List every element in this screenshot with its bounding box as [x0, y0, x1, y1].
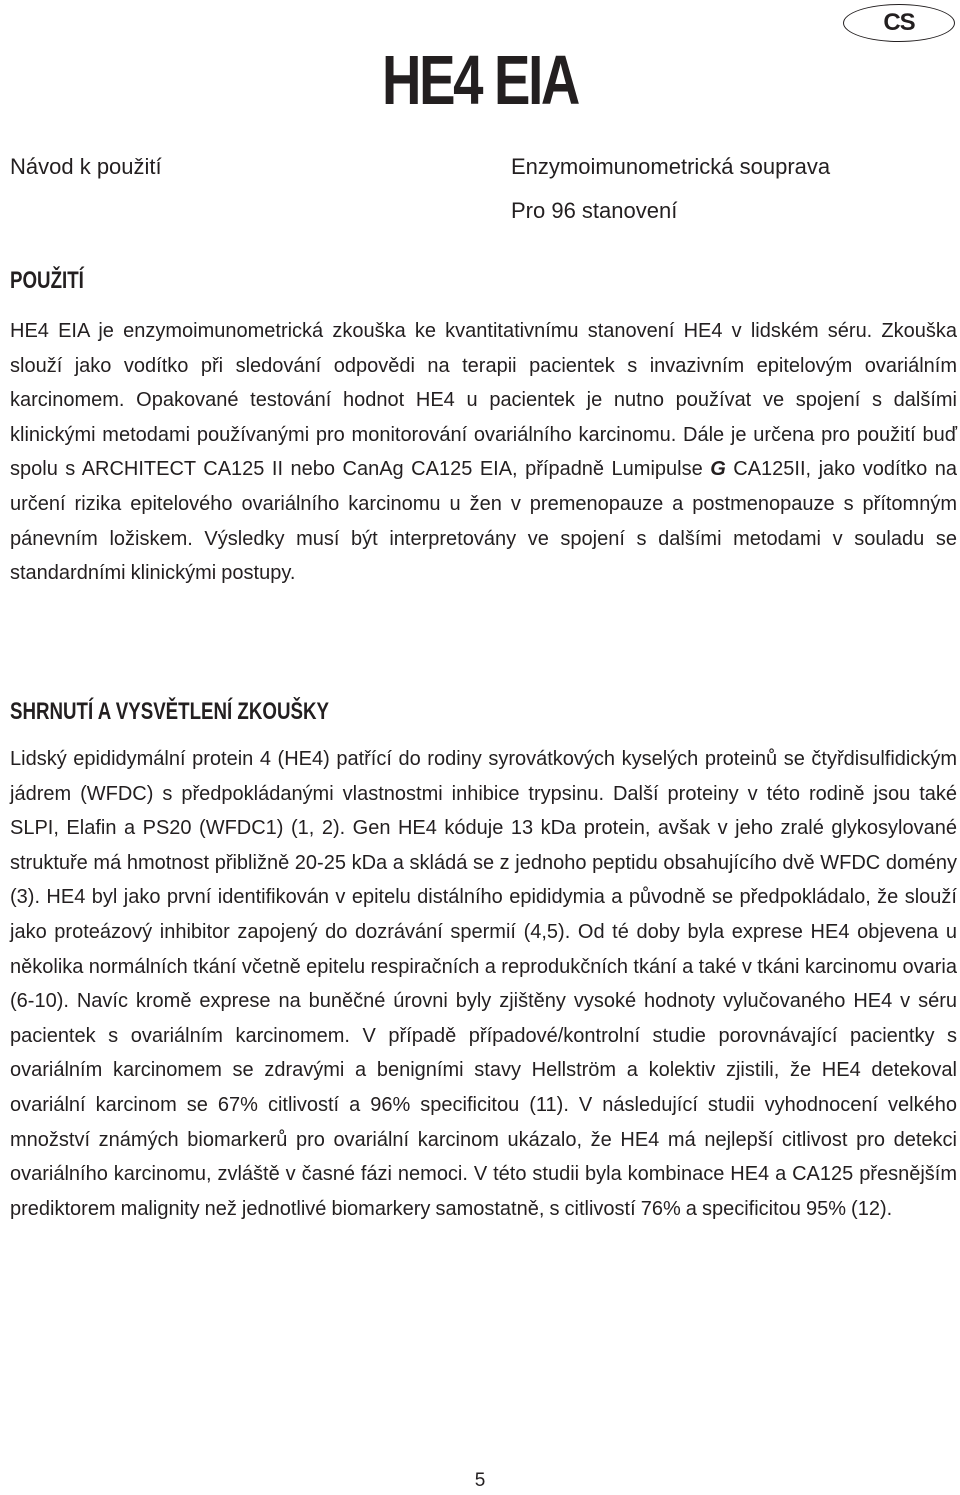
section-paragraph-summary: Lidský epididymální protein 4 (HE4) patřící do rodiny syrovátkových kyselých proteinů se čtyřdisulfidickým jádrem (WFDC) s předpokládanými vlastnostmi inhibice trypsinu. Další proteiny v této rodině jsou také SLPI, Elafin a PS20 (WFDC1) (1, 2). Gen HE4 kóduje 13 kDa protein, avšak v jeho zralé glykosylované struktuře má hmotnost přibližně 20-25 kDa a skládá se z jednoho peptidu obsahujícího dvě WFDC domény (3). HE4 byl jako první identifikován v epitelu distálního epididymia a původně se předpokládalo, že slouží jako proteázový inhibitor zapojený do dozrávání spermií (4,5). Od té doby byla exprese HE4 objevena u několika normálních tkání včetně epitelu respiračních a reprodukčních tkání a také v tkáni karcinomu ovaria (6-10). Navíc kromě exprese na buněčné úrovni byly zjištěny vysoké hodnoty vylučovaného HE4 v séru pacientek s ovariálním karcinomem. V případě případové/kontrolní studie porovnávající pacientky s ovariálním karcinomem se zdravými a benigními stavy Hellström a kolektiv zjistili, že HE4 detekoval ovariální karcinom se 67% citlivostí a 96% specificitou (11). V následující studii vyhodnocení velkého množství známých biomarkerů pro ovariální karcinom ukázalo, že HE4 má nejlepší citlivost pro detekci ovariálního karcinomu, zvláště v časné fázi nemoci. V této studii byla kombinace HE4 a CA125 přesnějším prediktorem malignity než jednotlivé biomarkery samostatně, s citlivostí 76% a specificitou 95% (12). — [10, 748, 957, 1220]
kit-type-label: Enzymoimunometrická souprava — [511, 154, 831, 179]
paragraph-part: HE4 EIA je enzymoimunometrická zkouška ke kvantitativnímu stanovení HE4 v lidském séru. Zkouška slouží jako vodítko při sledování odpovědi na terapii pacientek s invazivním epitelovým ovariálním karcinomem. Opakované testování hodnot HE4 u pacientek je nutno používat ve spojení s dalšími klinickými metodami používanými pro monitorování ovariálního karcinomu. Dále je určena pro použití buď spolu s ARCHITECT CA125 II nebo CanAg CA125 EIA, případně Lumipulse — [10, 320, 957, 481]
brand-letter-g: G — [710, 458, 726, 481]
instructions-label: Návod k použití — [10, 154, 162, 179]
paragraph-part: CA125II, jako vodítko na určení rizika epitelového ovariálního karcinomu u žen v premenopauze a postmenopauze s přítomným pánevním ložiskem. Výsledky musí být interpretovány ve spojení s dalšími metodami v souladu se standardními klinickými postupy. — [10, 458, 958, 585]
page-number: 5 — [474, 1470, 486, 1491]
language-badge: CS — [843, 4, 955, 42]
section-heading-summary: SHRNUTÍ A VYSVĚTLENÍ ZKOUŠKY — [10, 698, 329, 725]
kit-tests-label: Pro 96 stanovení — [511, 198, 678, 223]
document-title: HE4 EIA — [381, 41, 579, 119]
section-paragraph-intended-use — [10, 314, 957, 591]
section-heading-intended-use: POUŽITÍ — [10, 267, 84, 294]
